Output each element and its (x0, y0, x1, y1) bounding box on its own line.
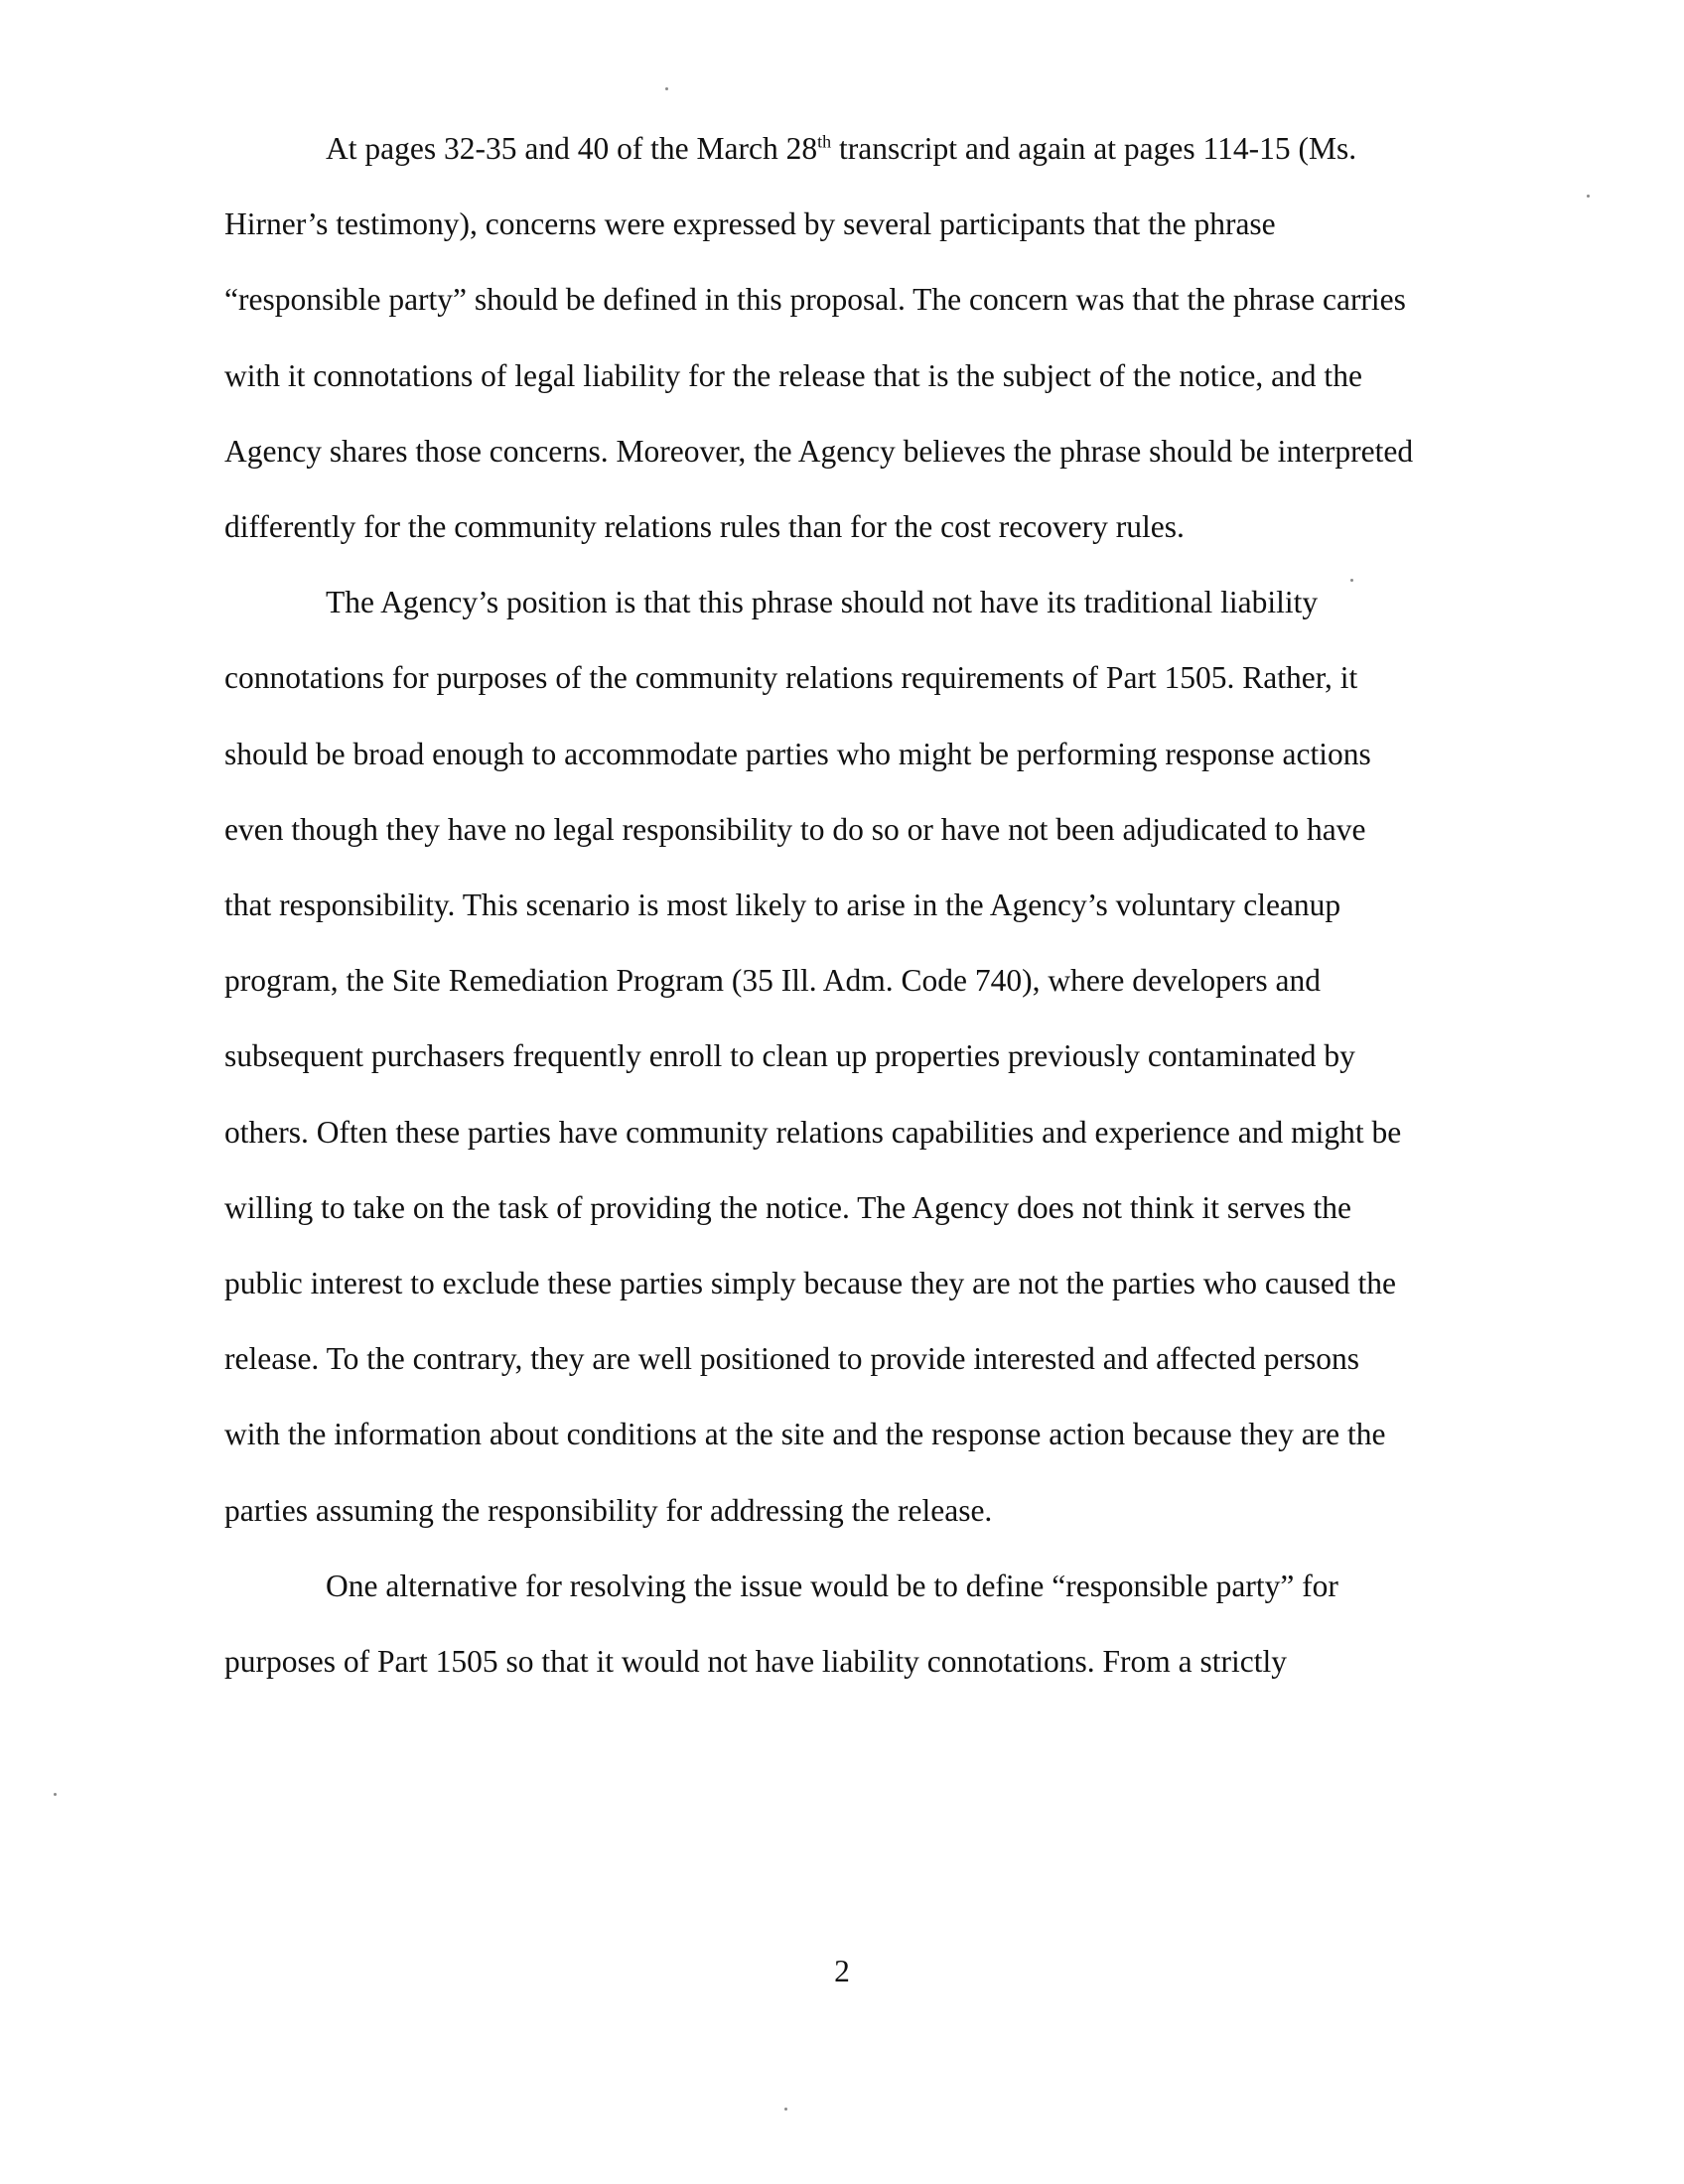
scan-speck (784, 2108, 787, 2111)
paragraph-1-text-after: transcript and again at pages 114-15 (Ms. Hirner’s testimony), concerns were expressed by several participants that the phrase “responsible party” should be defined in this proposal. The concern was that the phrase carries with it connotations of legal liability for the release that is the subject of the notice, and the Agency shares those concerns. Moreover, the Agency believes the phrase should be interpreted differently for the community relations rules than for the cost recovery rules. (224, 131, 1414, 545)
scan-speck (1350, 579, 1353, 582)
paragraph-1-text-before: At pages 32-35 and 40 of the March 28 (326, 131, 818, 166)
ordinal-suffix: th (817, 131, 832, 152)
paragraph-3: One alternative for resolving the issue would be to define “responsible party” for purposes of Part 1505 so that it would not have liability connotations. From a strictly (224, 1568, 1338, 1680)
scan-speck (1587, 195, 1590, 198)
paragraph-1 (224, 111, 1416, 565)
paragraph-2: The Agency’s position is that this phrase should not have its traditional liability connotations for purposes of the community relations requirements of Part 1505. Rather, it should be broad enough to accommodate parties who might be performing response actions even though they have no legal responsibility to do so or have not been adjudicated to have that responsibility. This scenario is most likely to arise in the Agency’s voluntary cleanup program, the Site Remediation Program (35 Ill. Adm. Code 740), where developers and subsequent purchasers frequently enroll to clean up properties previously contaminated by others. Often these parties have community relations capabilities and experience and might be willing to take on the task of providing the notice. The Agency does not think it serves the public interest to exclude these parties simply because they are not the parties who caused the release. To the contrary, they are well positioned to provide interested and affected persons with the information about conditions at the site and the response action because they are the parties assuming the responsibility for addressing the release. (224, 585, 1402, 1528)
scan-speck (54, 1793, 57, 1796)
scan-speck (665, 87, 668, 90)
document-body (224, 111, 1416, 1700)
page-number: 2 (834, 1954, 850, 1988)
